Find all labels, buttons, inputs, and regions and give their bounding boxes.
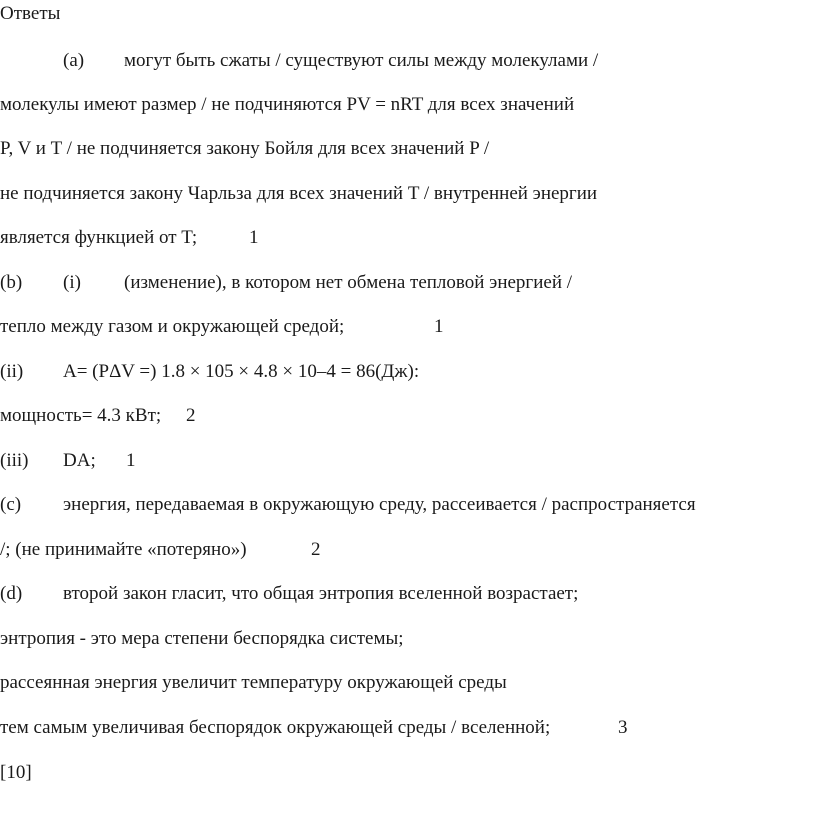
total-marks: [10] [0,762,32,783]
part-b-ii-mark: 2 [186,405,196,426]
part-c-mark: 2 [311,539,321,560]
part-b-ii-line-2: мощность= 4.3 кВт; [0,405,162,426]
part-a-line-2: молекулы имеют размер / не подчиняются PV = nRT для всех значений [0,94,575,115]
part-a-line-3: P, V и T / не подчиняется закону Бойля для всех значений P / [0,138,490,159]
part-b-label: (b) [0,272,23,293]
part-b-ii-label: (ii) [0,361,24,382]
part-c-line-2: /; (не принимайте «потеряно») [0,539,247,560]
part-c-line-1: энергия, передаваемая в окружающую среду, рассеивается / распространяется [63,494,696,515]
part-b-i-line-2: тепло между газом и окружающей средой; [0,316,345,337]
part-b-iii-mark: 1 [126,450,136,471]
part-d-line-2: энтропия - это мера степени беспорядка системы; [0,628,404,649]
part-d-line-3: рассеянная энергия увеличит температуру окружающей среды [0,672,507,693]
part-b-i-label: (i) [63,272,81,293]
part-b-iii-text: DA; [63,450,96,471]
part-a-mark: 1 [249,227,259,248]
part-b-i-mark: 1 [434,316,444,337]
part-d-line-4: тем самым увеличивая беспорядок окружающей среды / вселенной; [0,717,551,738]
part-a-line-1: могут быть сжаты / существуют силы между молекулами / [124,50,599,71]
part-b-iii-label: (iii) [0,450,29,471]
part-a-label: (a) [63,50,85,71]
part-a-line-5: является функцией от T; [0,227,198,248]
page-title: Ответы [0,3,61,24]
part-b-i-line-1: (изменение), в котором нет обмена тепловой энергией / [124,272,573,293]
part-a-line-4: не подчиняется закону Чарльза для всех значений T / внутренней энергии [0,183,598,204]
part-d-mark: 3 [618,717,628,738]
part-d-label: (d) [0,583,23,604]
part-d-line-1: второй закон гласит, что общая энтропия вселенной возрастает; [63,583,579,604]
part-b-ii-line-1: A= (PΔV =) 1.8 × 105 × 4.8 × 10–4 = 86(Дж): [63,361,420,382]
part-c-label: (c) [0,494,22,515]
